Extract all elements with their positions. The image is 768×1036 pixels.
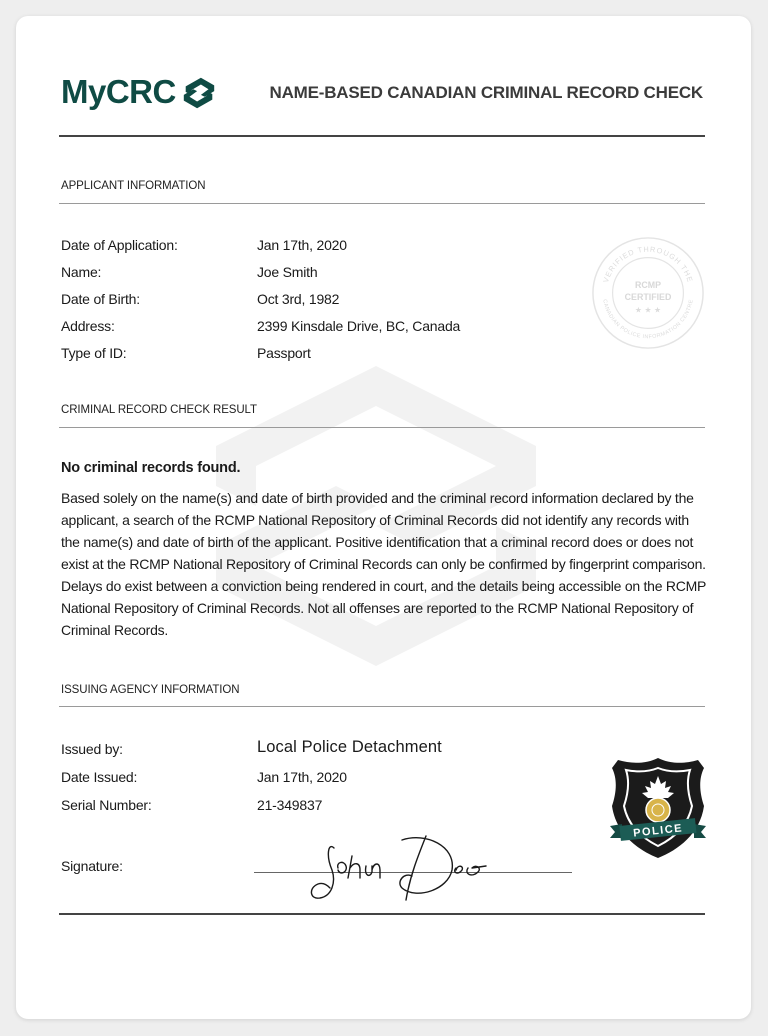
id-type-value: Passport xyxy=(257,345,311,361)
brand-name: MyCRC xyxy=(61,73,176,110)
seal-ring-top-text: VERIFIED THROUGH THE xyxy=(601,244,695,284)
date-issued-value: Jan 17th, 2020 xyxy=(257,769,347,785)
birth-date-value: Oct 3rd, 1982 xyxy=(257,291,340,307)
signature-label: Signature: xyxy=(61,858,123,874)
agency-divider xyxy=(59,706,705,707)
address-label: Address: xyxy=(61,318,115,334)
date-issued-label: Date Issued: xyxy=(61,769,138,785)
name-label: Name: xyxy=(61,264,102,280)
serial-number-value: 21-349837 xyxy=(257,797,323,813)
result-divider xyxy=(59,427,705,428)
mycrc-chevron-logo-icon xyxy=(180,74,218,112)
name-value: Joe Smith xyxy=(257,264,318,280)
issued-by-label: Issued by: xyxy=(61,741,123,757)
birth-date-label: Date of Birth: xyxy=(61,291,140,307)
issued-by-value: Local Police Detachment xyxy=(257,738,442,756)
application-date-label: Date of Application: xyxy=(61,237,178,253)
agency-section-label: ISSUING AGENCY INFORMATION xyxy=(61,684,240,696)
document-title: NAME-BASED CANADIAN CRIMINAL RECORD CHECK xyxy=(269,83,703,102)
serial-number-label: Serial Number: xyxy=(61,797,152,813)
badge-text: POLICE xyxy=(632,822,684,840)
svg-text:VERIFIED THROUGH THE xyxy=(601,245,695,284)
handwritten-signature-icon xyxy=(306,826,496,906)
address-value: 2399 Kinsdale Drive, BC, Canada xyxy=(257,318,461,334)
id-type-label: Type of ID: xyxy=(61,345,127,361)
brand-logo xyxy=(61,72,218,112)
certificate-page xyxy=(16,16,751,1019)
header-divider xyxy=(59,135,705,137)
result-section-label: CRIMINAL RECORD CHECK RESULT xyxy=(61,404,257,416)
result-headline: No criminal records found. xyxy=(61,460,241,476)
police-shield-badge-icon xyxy=(608,754,708,862)
application-date-value: Jan 17th, 2020 xyxy=(257,237,347,253)
seal-center-top: RCMP xyxy=(634,280,662,291)
applicant-section-label: APPLICANT INFORMATION xyxy=(61,180,206,192)
seal-center-bottom: CERTIFIED xyxy=(624,291,672,302)
rcmp-certified-seal-icon xyxy=(589,234,707,352)
footer-divider xyxy=(59,913,705,915)
result-body-text: Based solely on the name(s) and date of birth provided and the criminal record information declared by the applicant, a search of the RCMP National Repository of Criminal Records did not identify any records with the name(s) and date of birth of the applicant. Positive identification that a criminal record does or does not exist at the RCMP National Repository of Criminal Records can only be confirmed by fingerprint comparison. Delays do exist between a conviction being rendered in court, and the details being accessible on the RCMP National Repository of Criminal Records. Not all offenses are reported to the RCMP National Repository of Criminal Records. xyxy=(61,490,706,638)
applicant-divider xyxy=(59,203,705,204)
seal-stars-icon: ★ ★ ★ xyxy=(634,305,662,315)
seal-ring-bottom-text: CANADIAN POLICE INFORMATION CENTRE xyxy=(601,298,695,341)
